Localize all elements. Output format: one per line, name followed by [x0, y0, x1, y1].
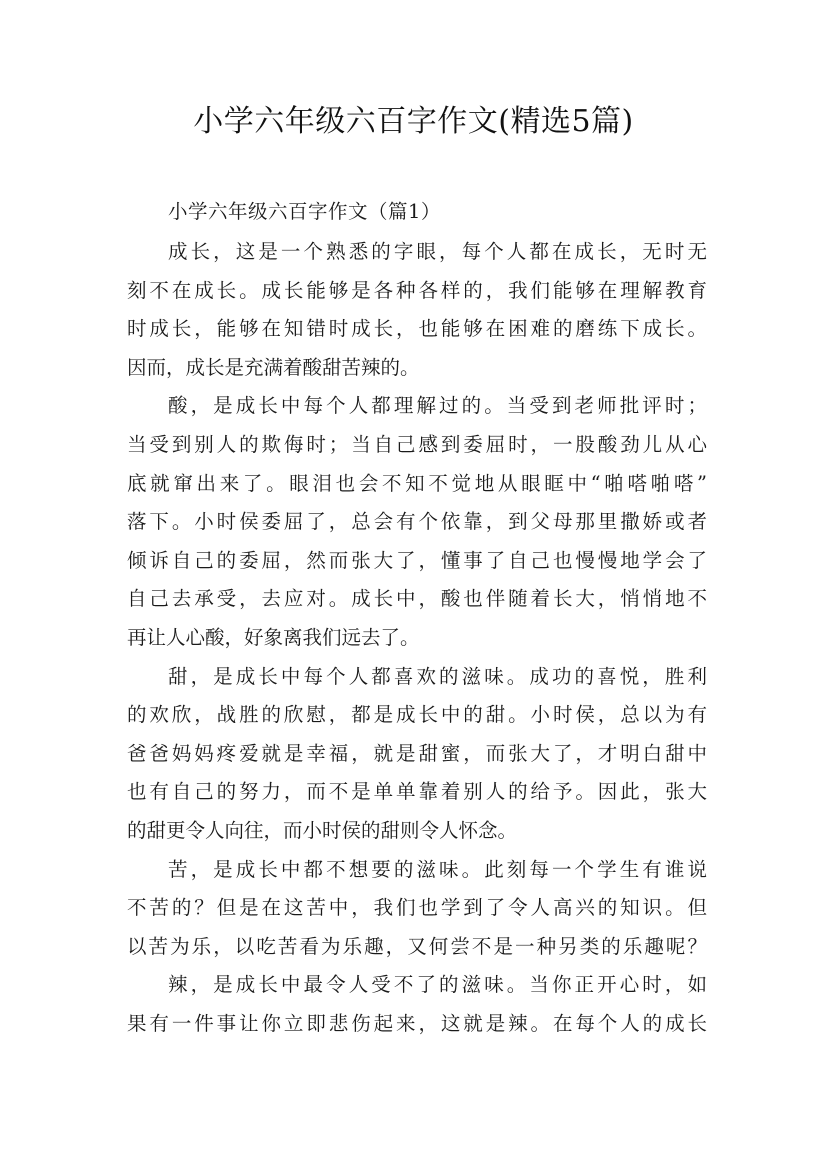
text-line: 苦，是成长中都不想要的滋味。此刻每一个学生有谁说	[168, 857, 707, 881]
section-heading: 小学六年级六百字作文（篇1）	[168, 200, 441, 223]
text-line: 倾诉自己的委屈，然而张大了，懂事了自己也慢慢地学会了	[127, 548, 707, 572]
text-line: 辣，是成长中最令人受不了的滋味。当你正开心时，如	[168, 973, 707, 997]
text-line: 成长，这是一个熟悉的字眼，每个人都在成长，无时无	[168, 240, 707, 263]
text-line: 的欢欣，战胜的欣慰，都是成长中的甜。小时侯，总以为有	[127, 703, 707, 727]
essay-body	[127, 233, 707, 1043]
text-line: 落下。小时侯委屈了，总会有个依靠，到父母那里撒娇或者	[127, 510, 707, 534]
text-line: 不苦的？但是在这苦中，我们也学到了令人高兴的知识。但	[127, 896, 707, 920]
text-line: 爸爸妈妈疼爱就是幸福，就是甜蜜，而张大了，才明白甜中	[127, 741, 707, 765]
text-line: 时成长，能够在知错时成长，也能够在困难的磨练下成长。	[127, 317, 707, 341]
text-line: 酸，是成长中每个人都理解过的。当受到老师批评时；	[168, 394, 707, 418]
text-line: 当受到别人的欺侮时；当自己感到委屈时，一股酸劲儿从心	[127, 432, 707, 456]
text-line: 刻不在成长。成长能够是各种各样的，我们能够在理解教育	[127, 278, 707, 302]
text-line: 果有一件事让你立即悲伤起来，这就是辣。在每个人的成长	[127, 1011, 707, 1035]
text-line: 底就窜出来了。眼泪也会不知不觉地从眼眶中“啪嗒啪嗒”	[127, 471, 707, 495]
text-line: 也有自己的努力，而不是单单靠着别人的给予。因此，张大	[127, 780, 707, 804]
text-line: 以苦为乐，以吃苦看为乐趣，又何尝不是一种另类的乐趣呢？	[127, 934, 707, 958]
text-line: 自己去承受，去应对。成长中，酸也伴随着长大，悄悄地不	[127, 587, 707, 611]
text-line: 的甜更令人向往，而小时侯的甜则令人怀念。	[127, 818, 518, 842]
document-title: 小学六年级六百字作文(精选5篇)	[193, 104, 634, 139]
text-line: 因而，成长是充满着酸甜苦辣的。	[127, 355, 420, 379]
text-line: 再让人心酸，好象离我们远去了。	[127, 625, 420, 649]
text-line: 甜，是成长中每个人都喜欢的滋味。成功的喜悦，胜利	[168, 664, 707, 688]
